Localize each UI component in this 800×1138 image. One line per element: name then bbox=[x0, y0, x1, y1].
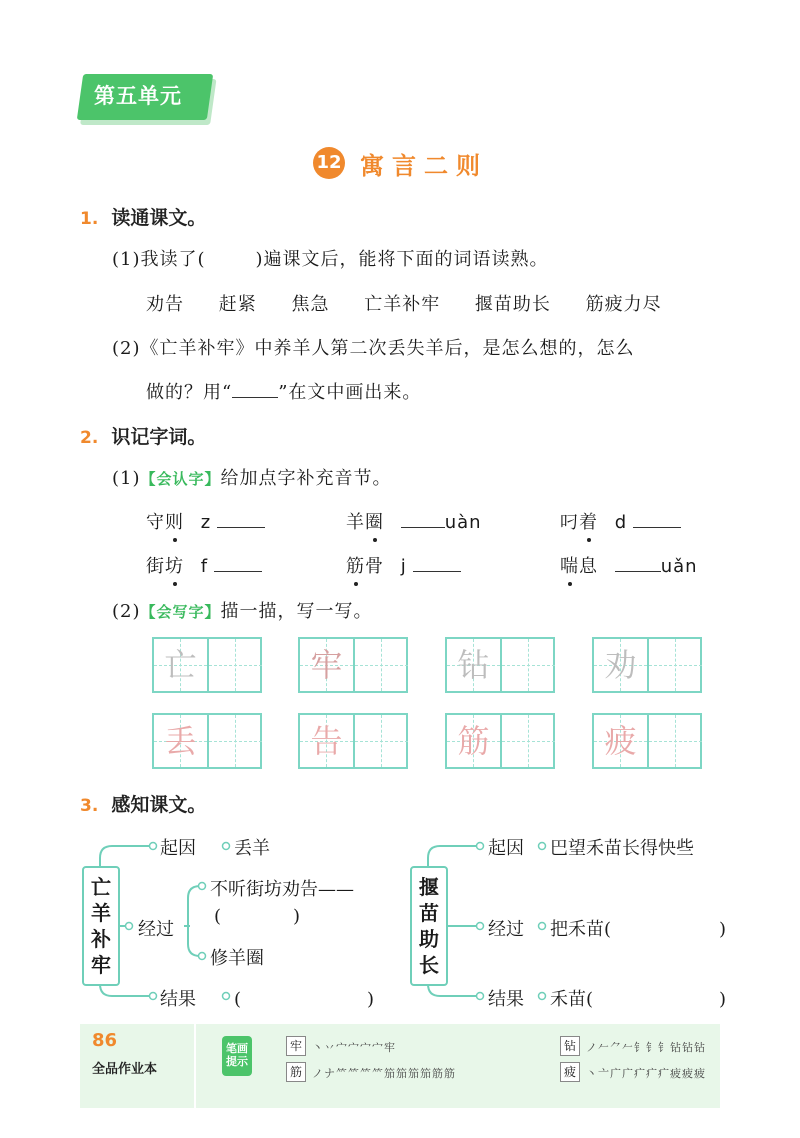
process-a-text: 不听街坊劝告—— bbox=[210, 879, 354, 900]
result-text[interactable]: 禾苗( ) bbox=[550, 989, 727, 1010]
process-a-blank[interactable]: ( ) bbox=[214, 906, 301, 927]
question-number: 3. bbox=[80, 796, 99, 816]
result-label: 结果 bbox=[160, 989, 196, 1010]
q2-part2-text: 描一描，写一写。 bbox=[220, 601, 373, 622]
story-title-box bbox=[82, 866, 120, 986]
lesson-number: 12 bbox=[313, 147, 345, 179]
pinyin-suffix: uàn bbox=[444, 512, 482, 533]
title-char: 长 bbox=[419, 953, 439, 977]
q2-part1-text: 给加点字补充音节。 bbox=[220, 468, 392, 489]
title-char: 牢 bbox=[91, 953, 111, 977]
story-title-box bbox=[410, 866, 448, 986]
cause-text: 巴望禾苗长得快些 bbox=[550, 838, 694, 859]
page-number: 86 bbox=[92, 1030, 118, 1051]
process-text[interactable]: 把禾苗( ) bbox=[550, 919, 727, 940]
title-char: 苗 bbox=[419, 901, 439, 925]
char: 守 bbox=[146, 512, 165, 533]
word-item: 筋疲力尽 bbox=[585, 294, 662, 315]
process-b-text: 修羊圈 bbox=[210, 948, 264, 969]
trace-char: 筋 bbox=[457, 722, 490, 760]
question-number: 2. bbox=[80, 428, 99, 448]
stroke-sequence: 丶丷宀宀宀宀牢 bbox=[312, 1041, 396, 1054]
recognize-tag: 【会认字】 bbox=[140, 470, 221, 488]
word-item: 赶紧 bbox=[218, 294, 257, 315]
stroke-char-box: 疲 bbox=[560, 1062, 580, 1082]
stroke-char-box: 钻 bbox=[560, 1036, 580, 1056]
question-title: 感知课文。 bbox=[111, 794, 207, 816]
q1-part2-prefix: 做的？用“ bbox=[146, 382, 233, 403]
trace-char: 疲 bbox=[604, 722, 637, 760]
char: 骨 bbox=[365, 556, 384, 577]
process-label: 经过 bbox=[488, 919, 524, 940]
trace-char: 丢 bbox=[164, 722, 197, 760]
q2-part2-prefix: (2) bbox=[112, 601, 141, 622]
char: 叼 bbox=[560, 512, 579, 533]
q1-part1-prefix: (1)我读了( bbox=[112, 249, 206, 270]
stroke-char-box: 牢 bbox=[286, 1036, 306, 1056]
question-title: 读通课文。 bbox=[111, 207, 207, 229]
dotted-char: 着 bbox=[579, 508, 598, 534]
question-title: 识记字词。 bbox=[111, 426, 207, 448]
q1-part2-line1: (2)《亡羊补牢》中养羊人第二次丢失羊后，是怎么想的，怎么 bbox=[112, 338, 635, 359]
stroke-sequence: 丶亠广广疒疒疒疲疲疲 bbox=[586, 1067, 706, 1080]
dotted-char: 筋 bbox=[346, 552, 365, 578]
trace-char: 牢 bbox=[310, 646, 343, 684]
word-item: 焦急 bbox=[291, 294, 330, 315]
cause-text: 丢羊 bbox=[234, 838, 270, 859]
lesson-title: 寓言二则 bbox=[360, 152, 488, 180]
trace-char: 钻 bbox=[457, 646, 490, 684]
char: 息 bbox=[579, 556, 598, 577]
pinyin-prefix: z bbox=[200, 512, 212, 533]
title-char: 助 bbox=[419, 927, 439, 951]
process-label: 经过 bbox=[138, 919, 174, 940]
pinyin-prefix: f bbox=[200, 556, 209, 577]
result-blank[interactable]: ( ) bbox=[234, 989, 375, 1010]
book-name: 全品作业本 bbox=[92, 1062, 158, 1077]
stroke-tip-badge: 笔画提示 bbox=[222, 1036, 252, 1076]
cause-label: 起因 bbox=[488, 838, 524, 859]
dotted-char: 喘 bbox=[560, 552, 579, 578]
title-char: 羊 bbox=[91, 901, 111, 925]
title-char: 补 bbox=[91, 927, 111, 951]
title-char: 揠 bbox=[419, 875, 439, 899]
dotted-char: 坊 bbox=[165, 552, 184, 578]
question-number: 1. bbox=[80, 209, 99, 229]
unit-label: 第五单元 bbox=[94, 84, 182, 108]
char: 街 bbox=[146, 556, 165, 577]
stroke-sequence: ノナ⺮⺮⺮⺮笳笳笳笳筋筋 bbox=[312, 1067, 456, 1080]
cause-label: 起因 bbox=[160, 838, 196, 859]
dotted-char: 则 bbox=[165, 508, 184, 534]
trace-char: 亡 bbox=[164, 646, 197, 684]
word-item: 劝告 bbox=[146, 294, 184, 315]
stroke-char-box: 筋 bbox=[286, 1062, 306, 1082]
pinyin-suffix: uǎn bbox=[660, 556, 698, 577]
word-item: 亡羊补牢 bbox=[364, 294, 441, 315]
write-tag: 【会写字】 bbox=[140, 603, 221, 621]
pinyin-prefix: d bbox=[614, 512, 628, 533]
stroke-sequence: ノ𠂉⺈𠂉钅钅钅钻钻钻 bbox=[586, 1041, 706, 1054]
pinyin-prefix: j bbox=[400, 556, 407, 577]
dotted-char: 圈 bbox=[365, 508, 384, 534]
q1-part1-suffix: )遍课文后，能将下面的词语读熟。 bbox=[255, 249, 549, 270]
word-item: 揠苗助长 bbox=[474, 294, 551, 315]
result-label: 结果 bbox=[488, 989, 524, 1010]
title-char: 亡 bbox=[91, 875, 111, 899]
q1-part2-suffix: ”在文中画出来。 bbox=[278, 382, 422, 403]
trace-char: 劝 bbox=[604, 646, 637, 684]
q2-part1-prefix: (1) bbox=[112, 468, 141, 489]
trace-char: 告 bbox=[310, 722, 343, 760]
char: 羊 bbox=[346, 512, 365, 533]
